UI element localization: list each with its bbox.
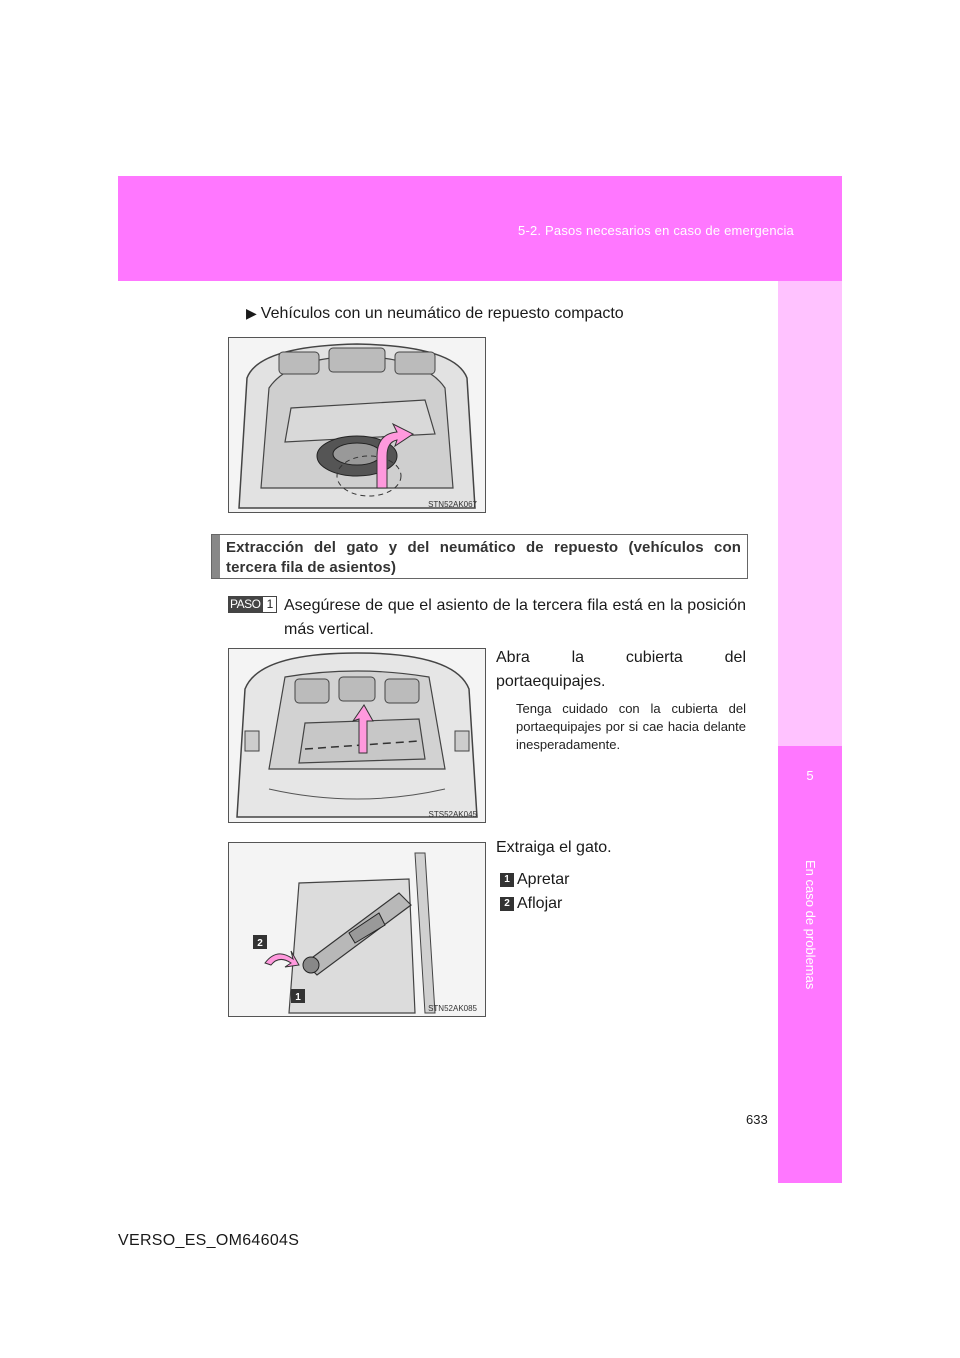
step-1-text: Asegúrese de que el asiento de la tercera fila está en la posición más vertical. [284, 597, 746, 638]
figure-code: STS52AK045 [428, 810, 477, 819]
chapter-title: En caso de problemas [803, 860, 818, 990]
document-code: VERSO_ES_OM64604S [118, 1232, 300, 1249]
section-title-box [211, 534, 748, 579]
legend-text-2: Aflojar [517, 895, 563, 912]
step-2-text: Abra la cubierta del portaequipajes. [496, 649, 746, 690]
triangle-bullet-icon: ▶ [246, 305, 257, 321]
legend-text-1: Apretar [517, 871, 570, 888]
section-header: 5-2. Pasos necesarios en caso de emergencia [518, 223, 794, 238]
step-3-text: Extraiga el gato. [496, 839, 612, 856]
vehicle-variant-heading [246, 305, 624, 323]
legend-badge-1: 1 [500, 873, 514, 887]
section-title: Extracción del gato y del neumático de repuesto (vehículos con tercera fila de asientos) [226, 539, 741, 576]
callout-1-label: 1 [295, 992, 301, 1003]
figure-code: STN52AK085 [428, 1004, 477, 1013]
step-1-badge: PASO 1 [228, 596, 277, 613]
figure-compact-spare [228, 337, 486, 513]
header-band [118, 176, 842, 281]
chapter-number: 5 [806, 768, 814, 783]
vehicle-variant-text: Vehículos con un neumático de repuesto compacto [260, 305, 624, 322]
page-number: 633 [746, 1112, 768, 1127]
section-title-bar [212, 535, 220, 578]
trunk-spare-illustration [229, 338, 485, 512]
jack-illustration [229, 843, 485, 1016]
legend-badge-2: 2 [500, 897, 514, 911]
callout-2-label: 2 [257, 938, 263, 949]
legend-item-1 [500, 868, 569, 892]
figure-code: STN52AK067 [428, 500, 477, 509]
figure-open-cover [228, 648, 486, 823]
figure-jack [228, 842, 486, 1017]
legend-item-2 [500, 892, 562, 916]
open-cover-illustration [229, 649, 485, 822]
step-2-note: Tenga cuidado con la cubierta del portaequipajes por si cae hacia delante inesperadamente. [516, 701, 746, 752]
